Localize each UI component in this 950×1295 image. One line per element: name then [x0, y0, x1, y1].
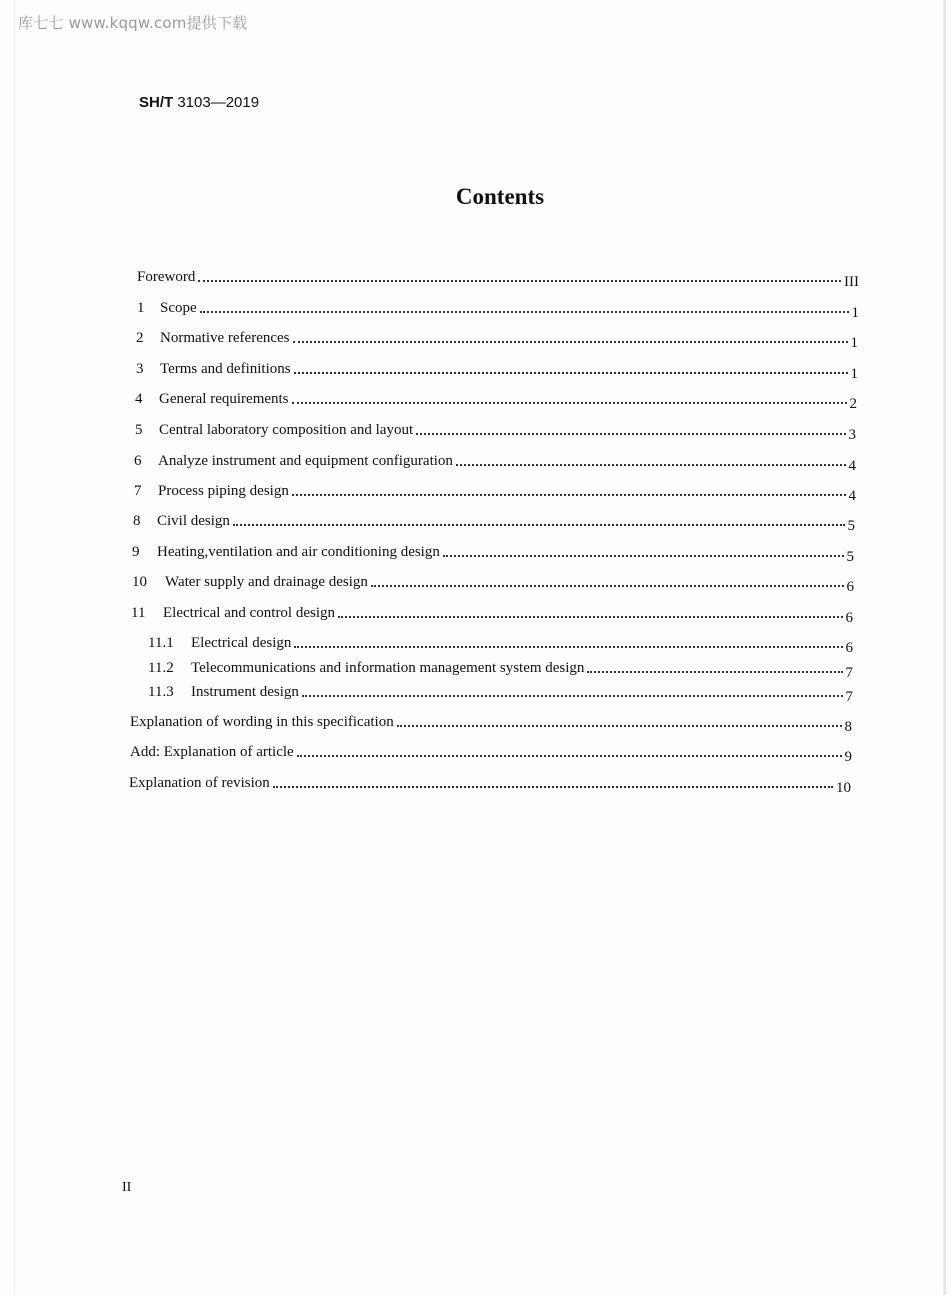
toc-entry-label: General requirements — [159, 391, 289, 407]
toc-entry-number: 11.1 — [148, 635, 174, 651]
toc-entry-label: Telecommunications and information management system design — [191, 660, 585, 676]
toc-entry-label: Explanation of revision — [129, 775, 270, 791]
watermark-text: 库七七 www.kqqw.com提供下载 — [18, 14, 248, 32]
toc-entry-label: Electrical design — [191, 635, 292, 651]
toc-entry-page: 3 — [848, 427, 856, 443]
toc-dot-leader — [292, 494, 846, 496]
toc-dot-leader — [233, 524, 845, 526]
toc-dot-leader — [416, 433, 845, 435]
toc-entry-page: 6 — [845, 640, 853, 656]
toc-dot-leader — [587, 671, 842, 673]
toc-entry-number: 11.3 — [148, 684, 174, 700]
toc-entry-label: Add: Explanation of article — [130, 744, 294, 760]
toc-entry[interactable] — [136, 359, 858, 382]
document-code — [139, 94, 259, 111]
toc-dot-leader — [456, 464, 846, 466]
toc-entry[interactable] — [134, 481, 856, 504]
toc-dot-leader — [293, 341, 848, 343]
toc-dot-leader — [292, 402, 847, 404]
toc-entry[interactable] — [135, 420, 856, 443]
toc-entry[interactable] — [132, 542, 854, 565]
toc-entry-number: 8 — [133, 513, 141, 529]
toc-entry-page: 7 — [845, 689, 853, 705]
toc-entry-page: 7 — [845, 665, 853, 681]
toc-subentry[interactable] — [148, 658, 853, 681]
toc-entry-number: 11.2 — [148, 660, 174, 676]
toc-entry-label: Electrical and control design — [163, 605, 336, 621]
toc-entry-page: 1 — [851, 305, 859, 321]
toc-entry[interactable] — [130, 712, 852, 735]
toc-entry-label: Terms and definitions — [160, 361, 291, 377]
toc-entry-number: 7 — [134, 483, 142, 499]
document-code-prefix: SH/T — [139, 94, 174, 111]
toc-entry[interactable] — [137, 267, 859, 290]
toc-entry-label: Explanation of wording in this specification — [130, 714, 394, 730]
toc-dot-leader — [200, 311, 849, 313]
toc-entry-label: Heating,ventilation and air conditioning design — [157, 544, 440, 560]
toc-entry-number: 2 — [136, 330, 144, 346]
toc-dot-leader — [297, 755, 842, 757]
toc-entry-label: Instrument design — [191, 684, 299, 700]
toc-entry-number: 6 — [134, 453, 142, 469]
toc-entry-page: 5 — [846, 549, 854, 565]
toc-entry-page: 8 — [844, 719, 852, 735]
toc-entry-number: 1 — [137, 300, 145, 316]
toc-entry-label: Scope — [160, 300, 197, 316]
toc-dot-leader — [198, 280, 841, 282]
toc-entry-number: 4 — [135, 391, 143, 407]
toc-entry-page: 1 — [850, 335, 858, 351]
toc-dot-leader — [302, 695, 843, 697]
toc-entry[interactable] — [136, 328, 858, 351]
toc-entry-label: Analyze instrument and equipment configuration — [158, 453, 453, 469]
toc-dot-leader — [338, 616, 842, 618]
page-number: II — [122, 1180, 132, 1195]
toc-entry-page: III — [844, 274, 859, 290]
toc-entry[interactable] — [132, 572, 854, 595]
toc-entry-label: Central laboratory composition and layout — [159, 422, 414, 438]
toc-entry-page: 2 — [849, 396, 857, 412]
toc-entry-label: Water supply and drainage design — [165, 574, 368, 590]
toc-dot-leader — [371, 585, 844, 587]
toc-entry-number: 11 — [131, 605, 146, 621]
toc-entry-page: 6 — [845, 610, 853, 626]
toc-entry-page: 4 — [848, 488, 856, 504]
toc-dot-leader — [273, 786, 833, 788]
toc-entry[interactable] — [137, 298, 859, 321]
toc-entry[interactable] — [135, 389, 857, 412]
toc-entry-label: Foreword — [137, 269, 196, 285]
toc-entry[interactable] — [133, 511, 855, 534]
toc-entry[interactable] — [130, 742, 852, 765]
toc-entry-label: Civil design — [157, 513, 230, 529]
toc-entry-page: 10 — [836, 780, 851, 796]
document-code-number: 3103—2019 — [173, 94, 260, 111]
toc-entry-page: 5 — [847, 518, 855, 534]
toc-entry-label: Process piping design — [158, 483, 289, 499]
toc-entry-number: 5 — [135, 422, 143, 438]
toc-dot-leader — [443, 555, 844, 557]
toc-entry-number: 10 — [132, 574, 147, 590]
toc-entry-label: Normative references — [160, 330, 290, 346]
toc-entry[interactable] — [131, 603, 853, 626]
page-title: Contents — [455, 184, 545, 209]
toc-dot-leader — [294, 646, 842, 648]
toc-entry-number: 3 — [136, 361, 144, 377]
toc-subentry[interactable] — [148, 633, 853, 656]
toc-entry[interactable] — [134, 451, 856, 474]
toc-entry-page: 1 — [850, 366, 858, 382]
toc-entry[interactable] — [129, 773, 851, 796]
toc-dot-leader — [397, 725, 842, 727]
toc-subentry[interactable] — [148, 682, 853, 705]
toc-dot-leader — [294, 372, 848, 374]
toc-entry-page: 4 — [848, 458, 856, 474]
toc-entry-page: 6 — [846, 579, 854, 595]
toc-entry-number: 9 — [132, 544, 140, 560]
toc-entry-page: 9 — [844, 749, 852, 765]
